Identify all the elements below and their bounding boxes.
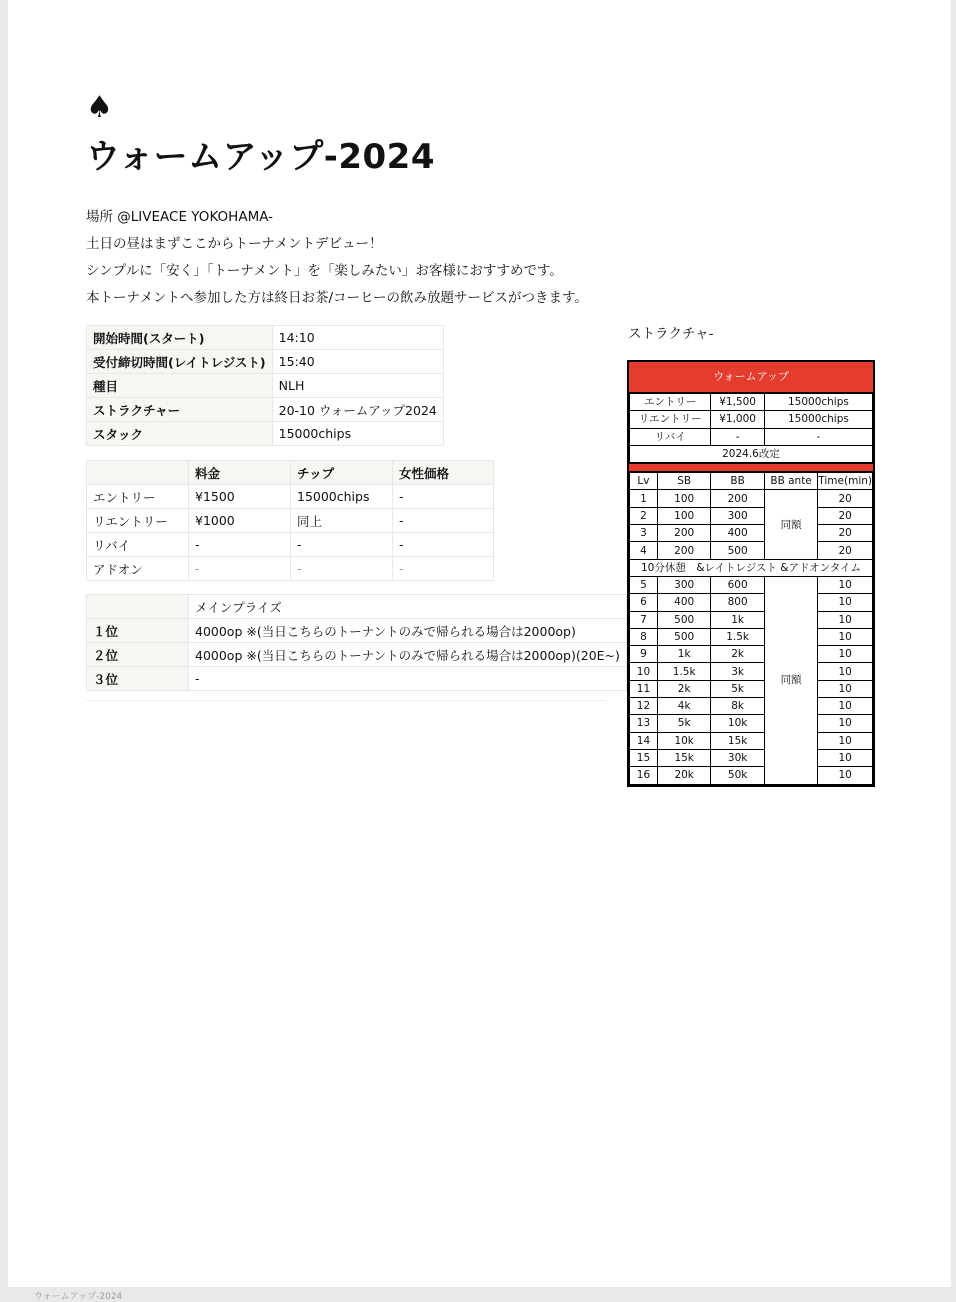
description-line: シンプルに「安く」「トーナメント」を「楽しみたい」お客様におすすめです。: [86, 263, 563, 279]
level-time: 20: [818, 490, 873, 507]
fee-price: -: [189, 533, 291, 557]
level-time: 10: [818, 680, 873, 697]
level-number: 12: [630, 698, 658, 715]
level-number: 3: [630, 525, 658, 542]
table-row: [630, 445, 873, 462]
big-blind: 500: [711, 542, 764, 559]
table-row: [630, 428, 873, 445]
fee-type: リエントリー: [87, 509, 189, 533]
entry-price: -: [711, 428, 764, 445]
small-blind: 300: [657, 576, 710, 593]
entry-price: ¥1,000: [711, 411, 764, 428]
level-number: 5: [630, 576, 658, 593]
document-page: [8, 0, 951, 1287]
structure-label: ストラクチャ-: [628, 326, 714, 342]
level-number: 11: [630, 680, 658, 697]
small-blind: 200: [657, 542, 710, 559]
prize-rank: ３位: [87, 667, 189, 691]
big-blind: 400: [711, 525, 764, 542]
big-blind: 10k: [711, 715, 764, 732]
structure-sheet: [627, 360, 875, 787]
small-blind: 20k: [657, 767, 710, 784]
column-header: BB ante: [764, 473, 817, 490]
info-key: 受付締切時間(レイトレジスト): [87, 350, 273, 374]
prize-value: 4000op ※(当日こちらのトーナントのみで帰られる場合は2000op)(20E~): [189, 643, 627, 667]
column-header: メインプライズ: [189, 595, 627, 619]
level-number: 10: [630, 663, 658, 680]
info-key: 種目: [87, 374, 273, 398]
table-row: [87, 509, 494, 533]
level-number: 16: [630, 767, 658, 784]
big-blind: 5k: [711, 680, 764, 697]
entry-type: エントリー: [630, 394, 711, 411]
small-blind: 500: [657, 611, 710, 628]
big-blind: 2k: [711, 646, 764, 663]
big-blind: 50k: [711, 767, 764, 784]
prize-corner: [87, 595, 189, 619]
description-line: 土日の昼はまずここからトーナメントデビュー！: [86, 236, 383, 252]
basic-info-table: [86, 325, 444, 446]
break-label: 10分休憩 &レイトレジスト &アドオンタイム: [630, 559, 873, 576]
table-row: [87, 398, 444, 422]
big-blind: 200: [711, 490, 764, 507]
entry-type: リエントリー: [630, 411, 711, 428]
fee-chips: 同上: [291, 509, 393, 533]
level-time: 10: [818, 715, 873, 732]
info-key: スタック: [87, 422, 273, 446]
entry-chips: -: [764, 428, 872, 445]
level-time: 10: [818, 576, 873, 593]
big-blind: 15k: [711, 732, 764, 749]
level-time: 20: [818, 542, 873, 559]
level-number: 1: [630, 490, 658, 507]
prize-table: [86, 594, 627, 691]
level-time: 10: [818, 767, 873, 784]
bb-ante: 同額: [764, 576, 817, 784]
fee-type: エントリー: [87, 485, 189, 509]
fee-ladies: -: [393, 509, 494, 533]
info-value: 20-10 ウォームアップ2024: [272, 398, 443, 422]
spade-icon: ♠: [86, 90, 113, 125]
table-row: [87, 643, 627, 667]
revision-date: 2024.6改定: [630, 445, 873, 462]
entry-type: リバイ: [630, 428, 711, 445]
small-blind: 10k: [657, 732, 710, 749]
fee-table: [86, 460, 494, 581]
info-value: NLH: [272, 374, 443, 398]
red-divider: [629, 463, 873, 472]
table-row: [630, 646, 873, 663]
fee-chips: -: [291, 557, 393, 581]
level-number: 9: [630, 646, 658, 663]
small-blind: 4k: [657, 698, 710, 715]
column-header: チップ: [291, 461, 393, 485]
info-key: ストラクチャー: [87, 398, 273, 422]
big-blind: 600: [711, 576, 764, 593]
fee-price: -: [189, 557, 291, 581]
structure-sheet-title: ウォームアップ: [629, 362, 873, 393]
blind-level-table: [629, 472, 873, 784]
table-row: [87, 326, 444, 350]
table-row: [87, 350, 444, 374]
level-time: 20: [818, 507, 873, 524]
small-blind: 100: [657, 490, 710, 507]
level-time: 10: [818, 732, 873, 749]
level-number: 2: [630, 507, 658, 524]
level-time: 10: [818, 611, 873, 628]
entry-price: ¥1,500: [711, 394, 764, 411]
table-header-row: [87, 595, 627, 619]
table-row: [87, 619, 627, 643]
level-time: 10: [818, 749, 873, 766]
big-blind: 8k: [711, 698, 764, 715]
table-header-row: [87, 461, 494, 485]
level-number: 13: [630, 715, 658, 732]
fee-ladies: -: [393, 485, 494, 509]
small-blind: 2k: [657, 680, 710, 697]
big-blind: 800: [711, 594, 764, 611]
column-header: BB: [711, 473, 764, 490]
table-row: [630, 411, 873, 428]
small-blind: 100: [657, 507, 710, 524]
page-title: ウォームアップ-2024: [86, 137, 435, 177]
level-time: 20: [818, 525, 873, 542]
table-row: [630, 611, 873, 628]
divider: [86, 700, 606, 701]
table-row: [87, 422, 444, 446]
table-row: [630, 715, 873, 732]
prize-rank: １位: [87, 619, 189, 643]
level-number: 6: [630, 594, 658, 611]
fee-price: ¥1000: [189, 509, 291, 533]
big-blind: 300: [711, 507, 764, 524]
table-row: [630, 490, 873, 507]
table-row: [87, 557, 494, 581]
level-number: 7: [630, 611, 658, 628]
table-row: [630, 749, 873, 766]
fee-chips: -: [291, 533, 393, 557]
page-footer: ウォームアップ-2024: [34, 1292, 123, 1302]
table-row: [630, 732, 873, 749]
info-value: 15:40: [272, 350, 443, 374]
table-row: [87, 374, 444, 398]
description-line: 場所 @LIVEACE YOKOHAMA-: [86, 209, 274, 225]
table-row: [630, 542, 873, 559]
level-number: 15: [630, 749, 658, 766]
level-time: 10: [818, 594, 873, 611]
big-blind: 30k: [711, 749, 764, 766]
small-blind: 200: [657, 525, 710, 542]
level-number: 4: [630, 542, 658, 559]
table-row: [87, 533, 494, 557]
bb-ante: 同額: [764, 490, 817, 559]
level-time: 10: [818, 628, 873, 645]
info-value: 14:10: [272, 326, 443, 350]
column-header: 料金: [189, 461, 291, 485]
table-row: [630, 628, 873, 645]
table-row: [87, 667, 627, 691]
column-header: [87, 461, 189, 485]
table-row: [87, 485, 494, 509]
big-blind: 1k: [711, 611, 764, 628]
column-header: Time(min): [818, 473, 873, 490]
big-blind: 1.5k: [711, 628, 764, 645]
column-header: 女性価格: [393, 461, 494, 485]
prize-rank: ２位: [87, 643, 189, 667]
table-row: [630, 394, 873, 411]
description-line: 本トーナメントへ参加した方は終日お茶/コーヒーの飲み放題サービスがつきます。: [86, 290, 588, 306]
small-blind: 15k: [657, 749, 710, 766]
table-header-row: [630, 473, 873, 490]
fee-type: リバイ: [87, 533, 189, 557]
fee-ladies: -: [393, 557, 494, 581]
prize-value: 4000op ※(当日こちらのトーナントのみで帰られる場合は2000op): [189, 619, 627, 643]
entry-chips: 15000chips: [764, 411, 872, 428]
small-blind: 500: [657, 628, 710, 645]
description: [86, 204, 588, 312]
level-number: 8: [630, 628, 658, 645]
level-time: 10: [818, 646, 873, 663]
small-blind: 400: [657, 594, 710, 611]
info-value: 15000chips: [272, 422, 443, 446]
table-row: [630, 680, 873, 697]
table-row: [630, 767, 873, 784]
level-time: 10: [818, 698, 873, 715]
structure-entry-table: [629, 393, 873, 463]
table-row: [630, 663, 873, 680]
big-blind: 3k: [711, 663, 764, 680]
table-row: [630, 576, 873, 593]
table-row: [630, 507, 873, 524]
break-row: [630, 559, 873, 576]
column-header: SB: [657, 473, 710, 490]
level-time: 10: [818, 663, 873, 680]
small-blind: 5k: [657, 715, 710, 732]
table-row: [630, 525, 873, 542]
entry-chips: 15000chips: [764, 394, 872, 411]
table-row: [630, 594, 873, 611]
table-row: [630, 698, 873, 715]
column-header: Lv: [630, 473, 658, 490]
fee-chips: 15000chips: [291, 485, 393, 509]
prize-value: -: [189, 667, 627, 691]
info-key: 開始時間(スタート): [87, 326, 273, 350]
fee-price: ¥1500: [189, 485, 291, 509]
level-number: 14: [630, 732, 658, 749]
fee-type: アドオン: [87, 557, 189, 581]
fee-ladies: -: [393, 533, 494, 557]
small-blind: 1k: [657, 646, 710, 663]
small-blind: 1.5k: [657, 663, 710, 680]
